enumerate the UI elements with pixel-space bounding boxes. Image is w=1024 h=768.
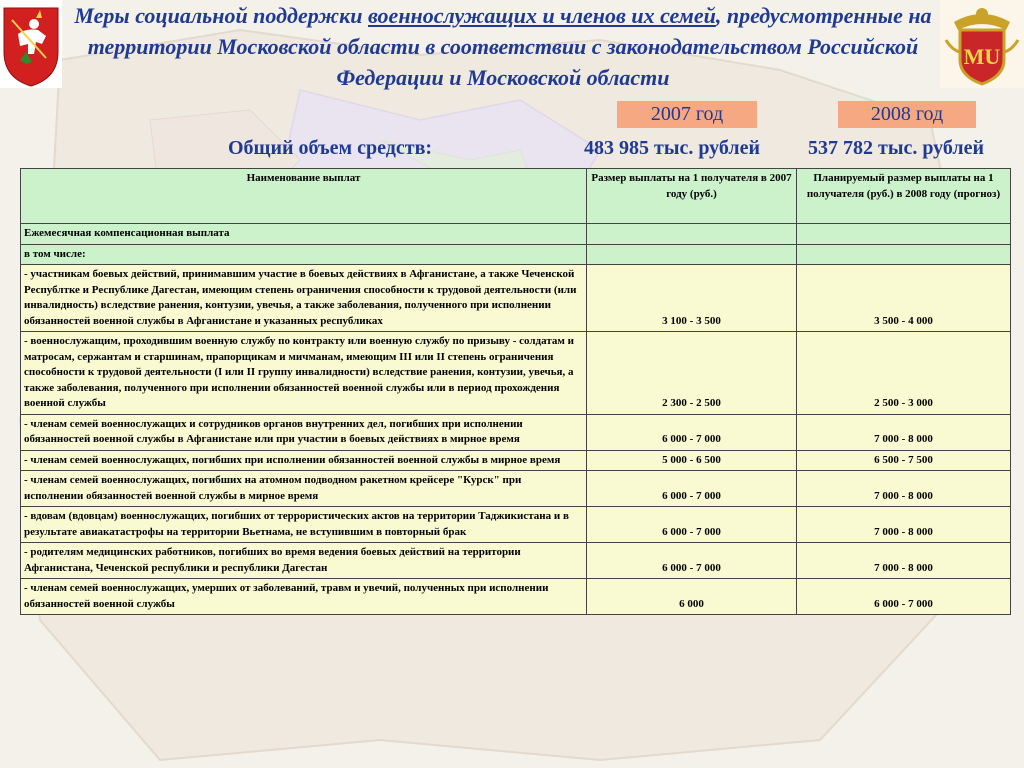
- table-header-row: [21, 169, 1011, 224]
- title-underlined: военнослужащих и членов их семей: [368, 3, 716, 28]
- amount-2007: 6 000 - 7 000: [587, 414, 797, 450]
- amount-2008: 7 000 - 8 000: [797, 543, 1011, 579]
- payment-name: - участникам боевых действий, принимавшим участие в боевых действиях в Афганистане, а также Чеченской Республтке и Республике Дагестан, имеющим степень ограничения способности к трудовой деятельности (или инвалидность) вследствие ранения, контузии, увечья, а также заболевания, полученного при исполнении обязанностей военной службы в Афганистане и указанных республиках: [21, 265, 587, 332]
- military-emblem-icon: [940, 0, 1024, 88]
- amount-2007: [587, 244, 797, 265]
- table-row: [21, 507, 1011, 543]
- amount-2007: 6 000 - 7 000: [587, 543, 797, 579]
- amount-2007: 6 000 - 7 000: [587, 507, 797, 543]
- total-funds-2008: 537 782 тыс. рублей: [808, 137, 985, 159]
- title-part2: , предусмотренные на территории Московской области в соответствии с законодательством Российской Федерации и Московской области: [87, 3, 932, 90]
- amount-2008: 7 000 - 8 000: [797, 507, 1011, 543]
- table-row: [21, 244, 1011, 265]
- page-title: [70, 0, 936, 93]
- amount-2007: 2 300 - 2 500: [587, 332, 797, 415]
- total-funds-2007: 483 985 тыс. рублей: [584, 137, 761, 159]
- amount-2008: 2 500 - 3 000: [797, 332, 1011, 415]
- table-row: [21, 543, 1011, 579]
- amount-2007: [587, 224, 797, 245]
- header-amount-2008: Планируемый размер выплаты на 1 получателя (руб.) в 2008 году (прогноз): [797, 169, 1011, 224]
- amount-2008: 3 500 - 4 000: [797, 265, 1011, 332]
- payment-name: - членам семей военнослужащих, погибших при исполнении обязанностей военной службы в мирное время: [21, 450, 587, 471]
- table-row: [21, 332, 1011, 415]
- table-row: [21, 450, 1011, 471]
- amount-2008: 6 000 - 7 000: [797, 579, 1011, 615]
- payment-name: - членам семей военнослужащих и сотрудников органов внутренних дел, погибших при исполнении обязанностей военной службы в Афганистане или при участии в боевых действиях в мирное время: [21, 414, 587, 450]
- header-amount-2007: Размер выплаты на 1 получателя в 2007 году (руб.): [587, 169, 797, 224]
- title-part1: Меры социальной поддержки: [74, 3, 369, 28]
- payment-name: - членам семей военнослужащих, погибших на атомном подводном ракетном крейсере "Курск" при исполнении обязанностей военной службы в мирное время: [21, 471, 587, 507]
- amount-2008: [797, 224, 1011, 245]
- year-2008-badge: 2008 год: [838, 101, 976, 128]
- svg-text:MU: MU: [963, 44, 1001, 69]
- table-row: [21, 265, 1011, 332]
- amount-2007: 6 000 - 7 000: [587, 471, 797, 507]
- table-row: [21, 414, 1011, 450]
- table-row: [21, 579, 1011, 615]
- payments-table: [20, 168, 1011, 615]
- table-row: [21, 224, 1011, 245]
- amount-2008: [797, 244, 1011, 265]
- amount-2007: 3 100 - 3 500: [587, 265, 797, 332]
- payment-name: в том числе:: [21, 244, 587, 265]
- year-2007-badge: 2007 год: [617, 101, 757, 128]
- total-funds-label: Общий объем средств:: [228, 137, 433, 159]
- amount-2007: 6 000: [587, 579, 797, 615]
- payment-name: Ежемесячная компенсационная выплата: [21, 224, 587, 245]
- table-row: [21, 471, 1011, 507]
- header-payment-name: Наименование выплат: [21, 169, 587, 224]
- payment-name: - вдовам (вдовцам) военнослужащих, погибших от террористических актов на территории Таджикистана и в результате авиакатастрофы на территории Вьетнама, не вступившим в повторный брак: [21, 507, 587, 543]
- payment-name: - членам семей военнослужащих, умерших от заболеваний, травм и увечий, полученных при исполнении обязанностей военной службы: [21, 579, 587, 615]
- amount-2008: 7 000 - 8 000: [797, 471, 1011, 507]
- payment-name: - родителям медицинских работников, погибших во время ведения боевых действий на территории Афганистана, Чеченской республики и республики Дагестан: [21, 543, 587, 579]
- moscow-oblast-coat-of-arms-icon: [0, 0, 62, 88]
- amount-2007: 5 000 - 6 500: [587, 450, 797, 471]
- payment-name: - военнослужащим, проходившим военную службу по контракту или военную службу по призыву - солдатам и матросам, сержантам и старшинам, прапорщикам и мичманам, имеющим III или II степень ограничения способности к трудовой деятельности (I или II группу инвалидности) вследствие ранения, контузии, увечья, а также заболевания, полученного при исполнении обязанностей военной службы или в период прохождения военной службы: [21, 332, 587, 415]
- amount-2008: 6 500 - 7 500: [797, 450, 1011, 471]
- amount-2008: 7 000 - 8 000: [797, 414, 1011, 450]
